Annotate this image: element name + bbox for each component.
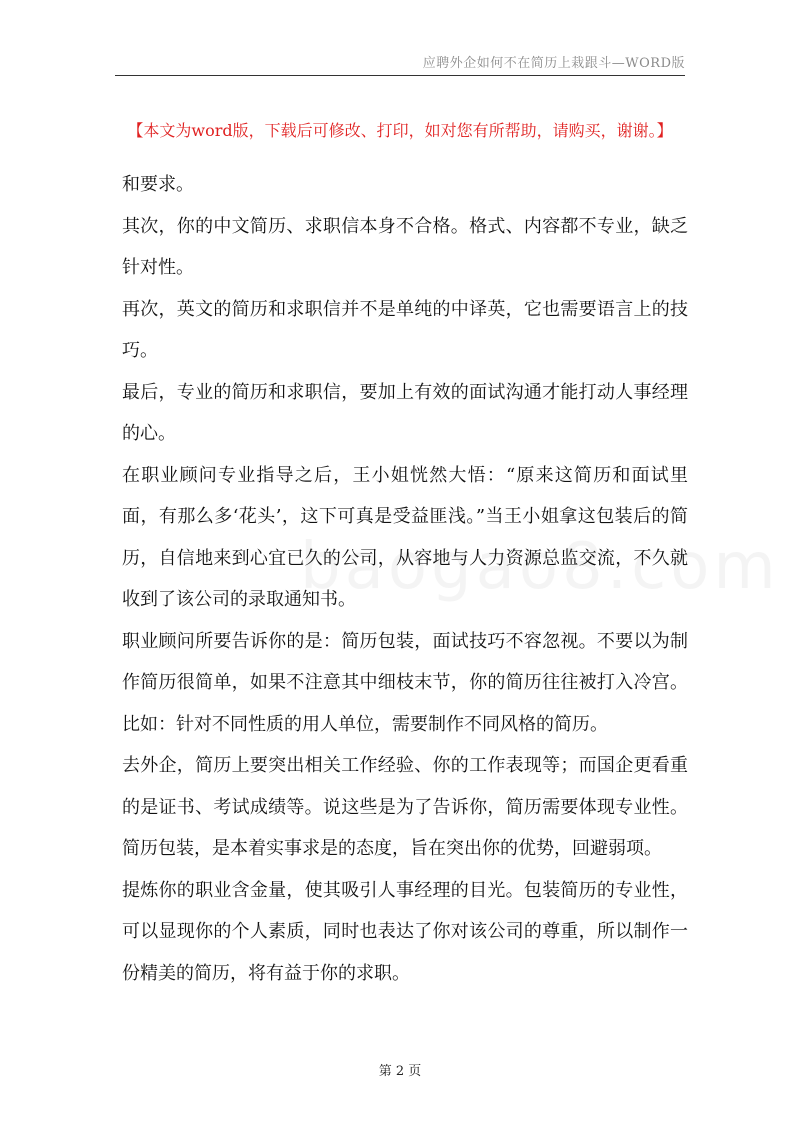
paragraph: 去外企，简历上要突出相关工作经验、你的工作表现等；而国企更看重的是证书、考试成绩等。说这些是为了告诉你，简历需要体现专业性。简历包装，是本着实事求是的态度，旨在突出你的优势，回避弱项。	[122, 755, 688, 859]
paragraph: 其次，你的中文简历、求职信本身不合格。格式、内容都不专业，缺乏针对性。	[122, 215, 688, 278]
paragraph: 提炼你的职业含金量，使其吸引人事经理的目光。包装简历的专业性，可以显现你的个人素质，同时也表达了你对该公司的尊重，所以制作一份精美的简历，将有益于你的求职。	[122, 879, 688, 984]
download-notice: 【本文为word版，下载后可修改、打印，如对您有所帮助，请购买，谢谢。】	[127, 121, 673, 140]
paragraph: 再次，英文的简历和求职信并不是单纯的中译英，它也需要语言上的技巧。	[122, 298, 688, 361]
paragraph: 在职业顾问专业指导之后，王小姐恍然大悟：“原来这简历和面试里面，有那么多‘花头’，这下可真是受益匪浅。”当王小姐拿这包装后的简历，自信地来到心宜已久的公司，从容地与人力资源总监交流，不久就收到了该公司的录取通知书。	[122, 464, 688, 610]
header-divider	[115, 75, 685, 76]
paragraph: 职业顾问所要告诉你的是：简历包装，面试技巧不容忽视。不要以为制作简历很简单，如果不注意其中细枝末节，你的简历往往被打入冷宫。比如：针对不同性质的用人单位，需要制作不同风格的简历。	[122, 630, 688, 735]
document-body	[122, 164, 688, 994]
page-header: 应聘外企如何不在简历上栽跟斗—WORD版	[422, 56, 685, 71]
paragraph: 和要求。	[122, 174, 194, 195]
paragraph: 最后，专业的简历和求职信，要加上有效的面试沟通才能打动人事经理的心。	[122, 381, 688, 444]
page-number: 第 2 页	[378, 1064, 422, 1079]
